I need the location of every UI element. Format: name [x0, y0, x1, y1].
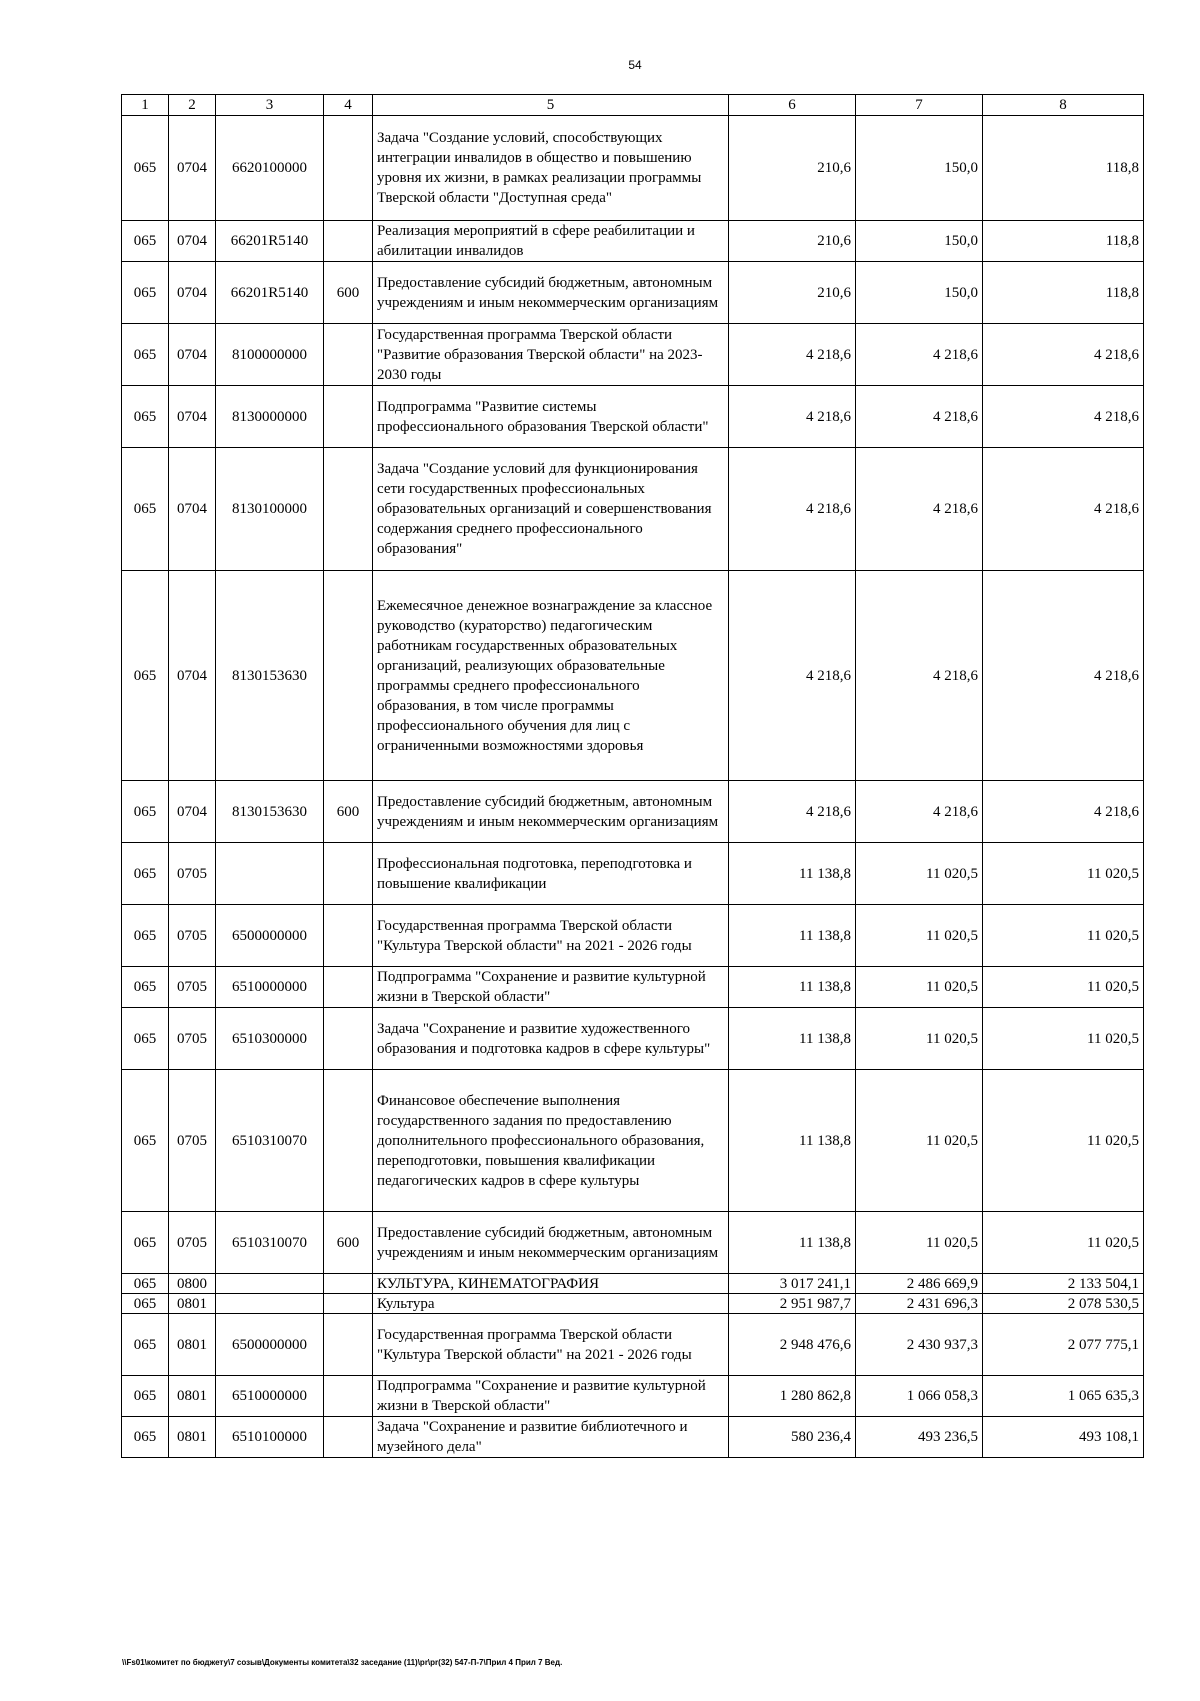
expense-type-cell [324, 1314, 373, 1376]
table-row [122, 262, 1144, 324]
table-row [122, 116, 1144, 221]
value-col-8-cell: 2 133 504,1 [983, 1274, 1144, 1294]
value-col-8-cell: 2 078 530,5 [983, 1294, 1144, 1314]
section-code-cell: 0704 [169, 386, 216, 448]
expense-type-cell: 600 [324, 262, 373, 324]
value-col-6-cell: 11 138,8 [729, 1008, 856, 1070]
budget-table [121, 94, 1144, 1458]
expense-type-cell [324, 1070, 373, 1212]
value-col-8-cell: 11 020,5 [983, 905, 1144, 967]
section-code-cell: 0704 [169, 116, 216, 221]
section-code-cell: 0705 [169, 843, 216, 905]
value-col-6-cell: 4 218,6 [729, 386, 856, 448]
item-name-cell: Задача "Сохранение и развитие художественного образования и подготовка кадров в сфере культуры" [373, 1008, 729, 1070]
item-name-cell: Профессиональная подготовка, переподготовка и повышение квалификации [373, 843, 729, 905]
section-code-cell: 0705 [169, 905, 216, 967]
section-code-cell: 0801 [169, 1294, 216, 1314]
header-cell: 2 [169, 95, 216, 116]
header-cell: 3 [216, 95, 324, 116]
value-col-7-cell: 11 020,5 [856, 1212, 983, 1274]
expense-type-cell [324, 386, 373, 448]
expense-type-cell [324, 1376, 373, 1417]
publisher-code-cell: 065 [122, 571, 169, 781]
publisher-code-cell: 065 [122, 1294, 169, 1314]
table-row [122, 571, 1144, 781]
publisher-code-cell: 065 [122, 1008, 169, 1070]
page-number: 54 [628, 58, 642, 72]
value-col-6-cell: 11 138,8 [729, 843, 856, 905]
publisher-code-cell: 065 [122, 324, 169, 386]
value-col-7-cell: 4 218,6 [856, 781, 983, 843]
value-col-7-cell: 1 066 058,3 [856, 1376, 983, 1417]
value-col-6-cell: 4 218,6 [729, 324, 856, 386]
target-article-cell: 6510000000 [216, 1376, 324, 1417]
value-col-7-cell: 2 431 696,3 [856, 1294, 983, 1314]
item-name-cell: Подпрограмма "Развитие системы профессионального образования Тверской области" [373, 386, 729, 448]
table-row [122, 1008, 1144, 1070]
value-col-8-cell: 11 020,5 [983, 967, 1144, 1008]
target-article-cell: 6510300000 [216, 1008, 324, 1070]
value-col-7-cell: 493 236,5 [856, 1417, 983, 1458]
target-article-cell: 6510000000 [216, 967, 324, 1008]
value-col-8-cell: 4 218,6 [983, 386, 1144, 448]
section-code-cell: 0704 [169, 571, 216, 781]
value-col-7-cell: 150,0 [856, 116, 983, 221]
value-col-6-cell: 3 017 241,1 [729, 1274, 856, 1294]
section-code-cell: 0704 [169, 262, 216, 324]
value-col-6-cell: 11 138,8 [729, 905, 856, 967]
section-code-cell: 0705 [169, 1008, 216, 1070]
value-col-8-cell: 11 020,5 [983, 1212, 1144, 1274]
publisher-code-cell: 065 [122, 221, 169, 262]
section-code-cell: 0704 [169, 448, 216, 571]
section-code-cell: 0801 [169, 1417, 216, 1458]
target-article-cell: 6510310070 [216, 1070, 324, 1212]
table-row [122, 324, 1144, 386]
publisher-code-cell: 065 [122, 262, 169, 324]
value-col-8-cell: 118,8 [983, 116, 1144, 221]
section-code-cell: 0800 [169, 1274, 216, 1294]
table-row [122, 448, 1144, 571]
expense-type-cell [324, 116, 373, 221]
publisher-code-cell: 065 [122, 1212, 169, 1274]
value-col-8-cell: 11 020,5 [983, 1070, 1144, 1212]
value-col-8-cell: 4 218,6 [983, 571, 1144, 781]
item-name-cell: Предоставление субсидий бюджетным, автономным учреждениям и иным некоммерческим организациям [373, 781, 729, 843]
target-article-cell: 6500000000 [216, 1314, 324, 1376]
value-col-6-cell: 2 951 987,7 [729, 1294, 856, 1314]
publisher-code-cell: 065 [122, 386, 169, 448]
value-col-8-cell: 4 218,6 [983, 781, 1144, 843]
expense-type-cell [324, 843, 373, 905]
section-code-cell: 0704 [169, 221, 216, 262]
value-col-7-cell: 11 020,5 [856, 967, 983, 1008]
section-code-cell: 0801 [169, 1314, 216, 1376]
publisher-code-cell: 065 [122, 905, 169, 967]
header-cell: 4 [324, 95, 373, 116]
value-col-6-cell: 2 948 476,6 [729, 1314, 856, 1376]
item-name-cell: Задача "Сохранение и развитие библиотечного и музейного дела" [373, 1417, 729, 1458]
table-header-row [122, 95, 1144, 116]
header-cell: 7 [856, 95, 983, 116]
value-col-6-cell: 210,6 [729, 116, 856, 221]
target-article-cell: 8130153630 [216, 781, 324, 843]
value-col-8-cell: 1 065 635,3 [983, 1376, 1144, 1417]
target-article-cell: 6500000000 [216, 905, 324, 967]
value-col-8-cell: 4 218,6 [983, 448, 1144, 571]
item-name-cell: Реализация мероприятий в сфере реабилитации и абилитации инвалидов [373, 221, 729, 262]
table-row [122, 1294, 1144, 1314]
item-name-cell: Культура [373, 1294, 729, 1314]
item-name-cell: Ежемесячное денежное вознаграждение за классное руководство (кураторство) педагогическим работникам государственных образовательных организаций, реализующих образовательные программы среднего профессионального образования, в том числе программы профессионального обучения для лиц с ограниченными возможностями здоровья [373, 571, 729, 781]
value-col-8-cell: 2 077 775,1 [983, 1314, 1144, 1376]
table-row [122, 967, 1144, 1008]
publisher-code-cell: 065 [122, 843, 169, 905]
target-article-cell [216, 1274, 324, 1294]
expense-type-cell [324, 1274, 373, 1294]
item-name-cell: Подпрограмма "Сохранение и развитие культурной жизни в Тверской области" [373, 967, 729, 1008]
value-col-7-cell: 4 218,6 [856, 324, 983, 386]
value-col-7-cell: 4 218,6 [856, 571, 983, 781]
target-article-cell: 8130000000 [216, 386, 324, 448]
value-col-8-cell: 118,8 [983, 221, 1144, 262]
item-name-cell: Подпрограмма "Сохранение и развитие культурной жизни в Тверской области" [373, 1376, 729, 1417]
value-col-8-cell: 11 020,5 [983, 1008, 1144, 1070]
section-code-cell: 0705 [169, 967, 216, 1008]
table-row [122, 1417, 1144, 1458]
expense-type-cell [324, 905, 373, 967]
section-code-cell: 0704 [169, 324, 216, 386]
value-col-6-cell: 580 236,4 [729, 1417, 856, 1458]
header-cell: 1 [122, 95, 169, 116]
value-col-6-cell: 11 138,8 [729, 1070, 856, 1212]
item-name-cell: Государственная программа Тверской области "Культура Тверской области" на 2021 - 2026 годы [373, 1314, 729, 1376]
header-cell: 5 [373, 95, 729, 116]
target-article-cell: 66201R5140 [216, 262, 324, 324]
value-col-6-cell: 4 218,6 [729, 781, 856, 843]
value-col-6-cell: 4 218,6 [729, 571, 856, 781]
item-name-cell: Задача "Создание условий, способствующих интеграции инвалидов в общество и повышению уровня их жизни, в рамках реализации программы Тверской области "Доступная среда" [373, 116, 729, 221]
item-name-cell: КУЛЬТУРА, КИНЕМАТОГРАФИЯ [373, 1274, 729, 1294]
target-article-cell: 8130153630 [216, 571, 324, 781]
publisher-code-cell: 065 [122, 1274, 169, 1294]
value-col-7-cell: 4 218,6 [856, 448, 983, 571]
item-name-cell: Задача "Создание условий для функционирования сети государственных профессиональных образовательных организаций и совершенствования содержания среднего профессионального образования" [373, 448, 729, 571]
table-row [122, 781, 1144, 843]
value-col-7-cell: 11 020,5 [856, 1070, 983, 1212]
value-col-6-cell: 11 138,8 [729, 967, 856, 1008]
value-col-7-cell: 11 020,5 [856, 1008, 983, 1070]
publisher-code-cell: 065 [122, 116, 169, 221]
table-row [122, 1212, 1144, 1274]
expense-type-cell: 600 [324, 1212, 373, 1274]
target-article-cell: 6510100000 [216, 1417, 324, 1458]
item-name-cell: Предоставление субсидий бюджетным, автономным учреждениям и иным некоммерческим организациям [373, 1212, 729, 1274]
target-article-cell [216, 843, 324, 905]
item-name-cell: Государственная программа Тверской области "Развитие образования Тверской области" на 2023-2030 годы [373, 324, 729, 386]
section-code-cell: 0704 [169, 781, 216, 843]
expense-type-cell [324, 1417, 373, 1458]
value-col-8-cell: 118,8 [983, 262, 1144, 324]
expense-type-cell [324, 1008, 373, 1070]
item-name-cell: Финансовое обеспечение выполнения государственного задания по предоставлению дополнительного профессионального образования, переподготовки, повышения квалификации педагогических кадров в сфере культуры [373, 1070, 729, 1212]
publisher-code-cell: 065 [122, 1376, 169, 1417]
expense-type-cell [324, 967, 373, 1008]
target-article-cell: 8100000000 [216, 324, 324, 386]
target-article-cell: 6620100000 [216, 116, 324, 221]
publisher-code-cell: 065 [122, 1314, 169, 1376]
table-row [122, 905, 1144, 967]
value-col-6-cell: 1 280 862,8 [729, 1376, 856, 1417]
value-col-7-cell: 11 020,5 [856, 905, 983, 967]
publisher-code-cell: 065 [122, 448, 169, 571]
value-col-6-cell: 11 138,8 [729, 1212, 856, 1274]
expense-type-cell [324, 221, 373, 262]
publisher-code-cell: 065 [122, 781, 169, 843]
value-col-8-cell: 493 108,1 [983, 1417, 1144, 1458]
item-name-cell: Государственная программа Тверской области "Культура Тверской области" на 2021 - 2026 годы [373, 905, 729, 967]
value-col-7-cell: 2 430 937,3 [856, 1314, 983, 1376]
item-name-cell: Предоставление субсидий бюджетным, автономным учреждениям и иным некоммерческим организациям [373, 262, 729, 324]
table-row [122, 1376, 1144, 1417]
value-col-7-cell: 150,0 [856, 221, 983, 262]
value-col-6-cell: 4 218,6 [729, 448, 856, 571]
table-row [122, 1274, 1144, 1294]
table-row [122, 386, 1144, 448]
publisher-code-cell: 065 [122, 1070, 169, 1212]
value-col-7-cell: 4 218,6 [856, 386, 983, 448]
table-row [122, 221, 1144, 262]
publisher-code-cell: 065 [122, 1417, 169, 1458]
value-col-6-cell: 210,6 [729, 262, 856, 324]
table-row [122, 843, 1144, 905]
section-code-cell: 0705 [169, 1070, 216, 1212]
value-col-7-cell: 11 020,5 [856, 843, 983, 905]
target-article-cell: 6510310070 [216, 1212, 324, 1274]
value-col-7-cell: 2 486 669,9 [856, 1274, 983, 1294]
target-article-cell: 8130100000 [216, 448, 324, 571]
value-col-8-cell: 11 020,5 [983, 843, 1144, 905]
target-article-cell [216, 1294, 324, 1314]
publisher-code-cell: 065 [122, 967, 169, 1008]
section-code-cell: 0705 [169, 1212, 216, 1274]
expense-type-cell: 600 [324, 781, 373, 843]
expense-type-cell [324, 448, 373, 571]
value-col-7-cell: 150,0 [856, 262, 983, 324]
value-col-8-cell: 4 218,6 [983, 324, 1144, 386]
expense-type-cell [324, 324, 373, 386]
section-code-cell: 0801 [169, 1376, 216, 1417]
table-row [122, 1314, 1144, 1376]
target-article-cell: 66201R5140 [216, 221, 324, 262]
table-row [122, 1070, 1144, 1212]
expense-type-cell [324, 1294, 373, 1314]
header-cell: 6 [729, 95, 856, 116]
value-col-6-cell: 210,6 [729, 221, 856, 262]
file-path-footer: \\Fs01\комитет по бюджету\7 созыв\Документы комитета\32 заседание (11)\pr\pr(32) 547-П-7\Прил 4 Прил 7 Вед. [122, 1658, 563, 1667]
header-cell: 8 [983, 95, 1144, 116]
expense-type-cell [324, 571, 373, 781]
